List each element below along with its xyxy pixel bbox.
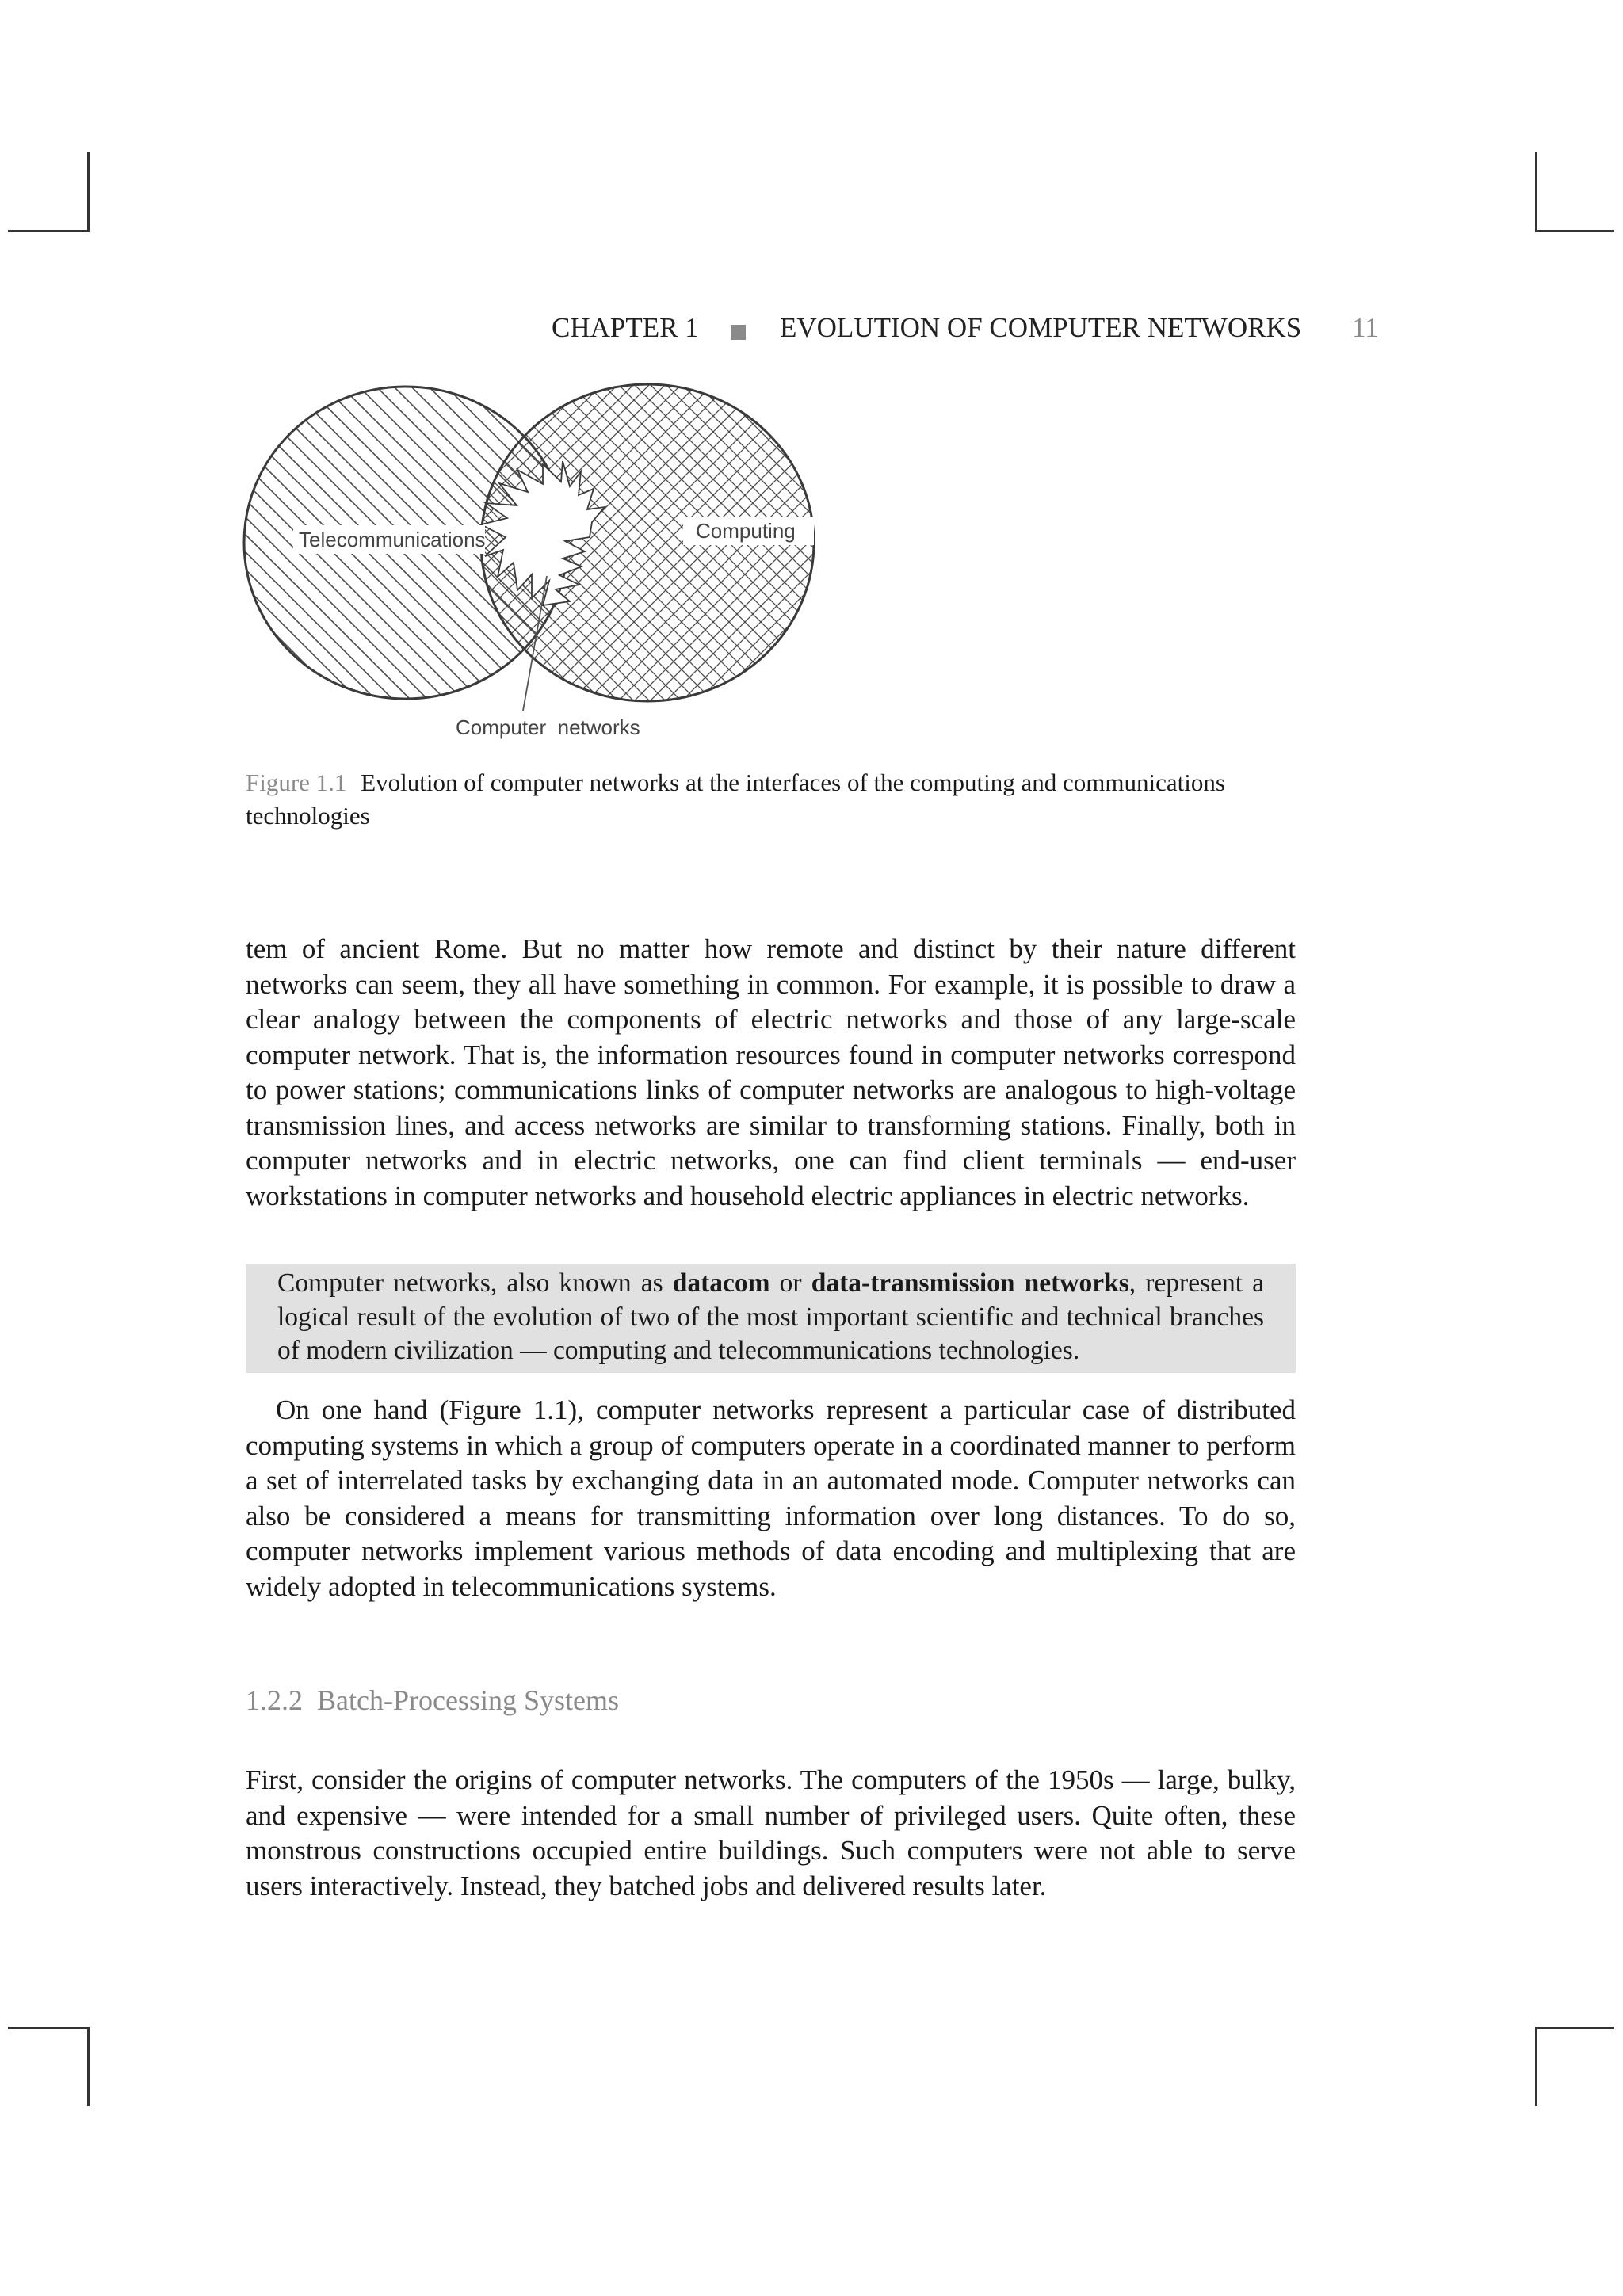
- venn-diagram: [238, 353, 911, 749]
- callout-text-post: , represent a logical result of the evolution of two of the most important scientific and technical branches of modern civilization — computing and telecommunications technologies.: [277, 1268, 1265, 1365]
- square-bullet-icon: [731, 325, 746, 340]
- callout-text-mid: or: [769, 1268, 812, 1298]
- section-title: Batch-Processing Systems: [317, 1684, 619, 1716]
- crop-mark-top-left: [87, 152, 90, 231]
- term-datacom: datacom: [672, 1268, 770, 1298]
- computer-networks-label: Computer networks: [456, 715, 640, 739]
- computing-label: Computing: [696, 519, 796, 543]
- body-paragraph-2: On one hand (Figure 1.1), computer networks represent a particular case of distributed computing systems in which a group of computers operate in a coordinated manner to perform a set of interrelated tasks by exchanging data in an automated mode. Computer networks can also be considered a means for transmitting information over long distances. To do so, computer networks implement various methods of data encoding and multiplexing that are widely adopted in telecommunications systems.: [246, 1394, 1296, 1602]
- body-paragraph-1: tem of ancient Rome. But no matter how remote and distinct by their nature different networks can seem, they all have something in common. For example, it is possible to draw a clear analogy between the components of electric networks and those of any large-scale computer network. That is, the information resources found in computer networks correspond to power stations; communications links of computer networks are analogous to high-voltage transmission lines, and access networks are similar to transforming stations. Finally, both in computer networks and in electric networks, one can find client terminals — end-user workstations in computer networks and household electric appliances in electric networks.: [246, 933, 1296, 1211]
- crop-mark-top-left: [8, 230, 90, 232]
- caption-text: Evolution of computer networks at the interfaces of the computing and communications technologies: [246, 769, 1225, 830]
- section-number: 1.2.2: [246, 1684, 303, 1716]
- crop-mark-top-right: [1535, 152, 1537, 231]
- crop-mark-top-right: [1535, 230, 1614, 232]
- section-heading: [246, 1684, 619, 1717]
- body-paragraph-3: First, consider the origins of computer networks. The computers of the 1950s — large, bulky, and expensive — were intended for a small number of privileged users. Quite often, these monstrous constructions occupied entire buildings. Such computers were not able to serve users interactively. Instead, they batched jobs and delivered results later.: [246, 1764, 1296, 1901]
- figure-number: Figure 1.1: [246, 769, 347, 796]
- crop-mark-bottom-right: [1535, 2027, 1537, 2106]
- figure-venn: [238, 353, 911, 749]
- chapter-label: CHAPTER 1: [552, 312, 699, 343]
- chapter-title: EVOLUTION OF COMPUTER NETWORKS: [780, 312, 1302, 343]
- crop-mark-bottom-left: [8, 2027, 90, 2029]
- definition-callout: [246, 1264, 1296, 1373]
- crop-mark-bottom-left: [87, 2027, 90, 2106]
- callout-text-pre: Computer networks, also known as: [277, 1268, 673, 1298]
- running-header: [547, 309, 1383, 349]
- telecom-label: Telecommunications: [299, 528, 486, 551]
- crop-mark-bottom-right: [1535, 2027, 1614, 2029]
- figure-caption: [246, 766, 1236, 833]
- page-number: 11: [1352, 312, 1379, 343]
- term-data-transmission-networks: data-transmission networks: [811, 1268, 1129, 1298]
